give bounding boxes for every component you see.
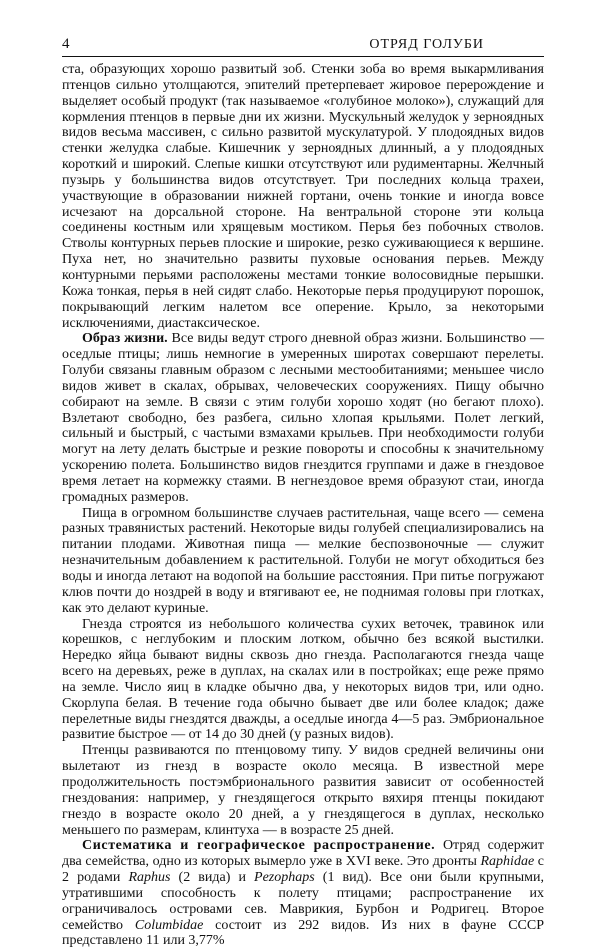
running-head — [62, 36, 544, 57]
paragraph-lifestyle-text: Все виды ведут строго дневной образ жизни. Большинство — оседлые птицы; лишь немногие в умеренных широтах совершают перелеты. Голуби связаны главным образом с лесными местообитаниями; меньшее число видов живет в скалах, обрывах, человеческих сооружениях. Пищу обычно собирают на земле. В связи с этим голуби хорошо ходят (но бегают плохо). Взлетают свободно, без разбега, сильно хлопая крыльями. Полет легкий, сильный и быстрый, с частыми взмахами крыльев. При необходимости голуби могут на лету делать быстрые и резкие повороты и способны к значительному ускорению полета. Большинство видов гнездится группами и даже в гнездовое время летает на кормежку стаями. В негнездовое время образуют стаи, иногда громадных размеров. — [62, 331, 545, 505]
page-number: 4 — [62, 36, 70, 52]
taxon-pezophaps: Pezophaps — [254, 870, 315, 886]
taxon-raphus: Raphus — [128, 870, 171, 886]
section-heading-lifestyle: Образ жизни. — [82, 331, 168, 347]
systematics-text-a: Отряд содержит два семейства, одно из которых вымерло уже в XVI веке. Это дронты — [62, 838, 544, 870]
paragraph-lifestyle — [62, 331, 544, 505]
section-heading-systematics: Систематика и географическое распространение. — [82, 838, 436, 854]
systematics-text-c: (2 вида) и — [170, 870, 255, 886]
systematics-text-d: (1 вид). Все они были крупными, утратившими способность к полету птицами; распространение их ограничивалось островами сев. Маврикия, Бурбон и Родригец. Второе семейство — [62, 870, 545, 933]
systematics-text-e: состоит из 292 видов. Из них в фауне СССР представлено 11 или 3,77% — [62, 917, 545, 949]
paragraph-anatomy: ста, образующих хорошо развитый зоб. Стенки зоба во время выкармливания птенцов сильно утолщаются, эпителий претерпевает жировое перерождение и выделяет особый продукт (так называемое «голубиное молоко»), служащий для кормления птенцов в первые дни их жизни. Мускульный желудок у зерноядных видов весьма массивен, с сильно развитой мускулатурой. У плодоядных видов стенки желудка слабые. Кишечник у зерноядных длинный, а у плодоядных короткий и широкий. Слепые кишки отсутствуют или рудиментарны. Желчный пузырь у большинства видов отсутствует. Три последних кольца трахеи, участвующие в образовании нижней гортани, очень тонкие и иногда вовсе исчезают на дорсальной стороне. На вентральной стороне эти кольца соединены костным или хрящевым мостиком. Перья без побочных стволов. Стволы контурных перьев плоские и широкие, резко суживающиеся к вершине. Пуха нет, но значительно развиты пуховые основания перьев. Между контурными перьями расположены местами тонкие волосовидные перышки. Кожа тонкая, перья в ней сидят слабо. Некоторые перья продуцируют порошок, покрывающий легким налетом все оперение. Крыло, за некоторыми исключениями, диастаксическое. — [62, 62, 544, 331]
paragraph-nests: Гнезда строятся из небольшого количества сухих веточек, травинок или корешков, с неглубоким и плоским лотком, обычно без всякой выстилки. Нередко яйца бывают видны сквозь дно гнезда. Располагаются гнезда чаще всего на деревьях, реже в дуплах, на скалах или в постройках; еще реже прямо на земле. Число яиц в кладке обычно два, у некоторых видов три, или одно. Скорлупа белая. В течение года обычно бывает две или более кладок; даже перелетные виды гнездятся дважды, а оседлые иногда 4—5 раз. Эмбриональное развитие быстрое — от 14 до 30 дней (у разных видов). — [62, 616, 544, 743]
taxon-columbidae: Columbidae — [134, 917, 204, 933]
paragraph-food: Пища в огромном большинстве случаев растительная, чаще всего — семена разных травянистых растений. Некоторые виды голубей специализировались на питании плодами. Животная пища — мелкие беспозвоночные — служит незначительным добавлением к растительной. Голуби не могут обходиться без воды и иногда летают на водопой на большие расстояния. При питье погружают клюв почти до ноздрей в воду и втягивают ее, не поднимая головы при глотках, как это делают куриные. — [62, 505, 544, 616]
paragraph-systematics — [62, 838, 544, 949]
running-title: ОТРЯД ГОЛУБИ — [369, 37, 484, 52]
systematics-text-b: с 2 родами — [62, 854, 544, 886]
taxon-raphidae: Raphidae — [480, 854, 535, 870]
paragraph-chicks: Птенцы развиваются по птенцовому типу. У видов средней величины они вылетают из гнезд в возрасте около месяца. В известной мере продолжительность постэмбрионального развития зависит от особенностей гнездования: например, у гнездящегося открыто вяхиря птенцы покидают гнездо в возрасте около 20 дней, а у гнездящегося в дуплах, несколько меньшего по размерам, клинтуха — в возрасте 25 дней. — [62, 743, 544, 838]
